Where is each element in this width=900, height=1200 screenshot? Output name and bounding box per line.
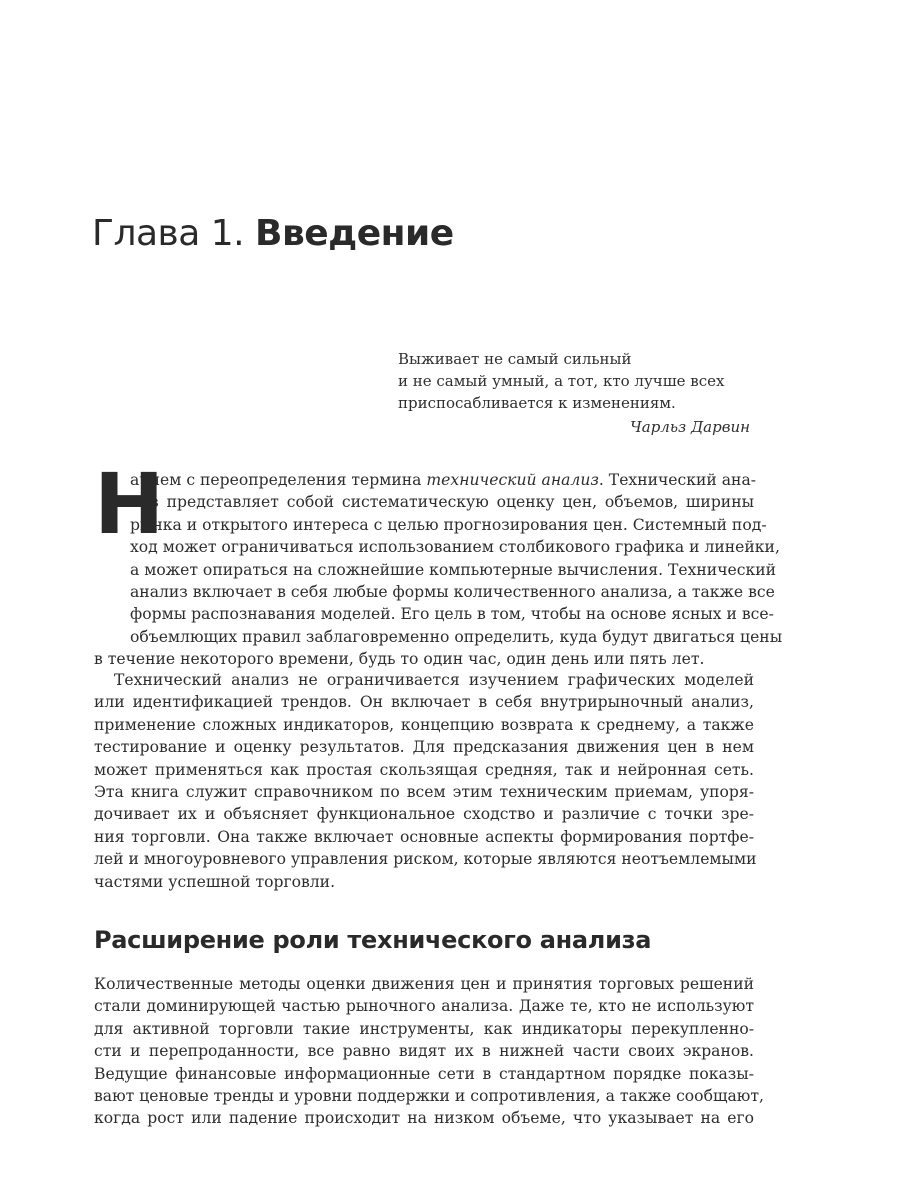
paragraph-line: в течение некоторого времени, будь то один час, один день или пять лет. bbox=[94, 650, 705, 669]
paragraph-line: лиз представляет собой систематическую оценку цен, объемов, ширины bbox=[130, 493, 754, 512]
section-heading: Расширение роли технического анализа bbox=[94, 926, 652, 954]
paragraph-line: лей и многоуровневого управления риском, которые являются неотъемлемыми bbox=[94, 850, 757, 869]
drop-cap: Н bbox=[94, 455, 165, 553]
epigraph-line: приспосабливается к изменениям. bbox=[398, 394, 676, 412]
paragraph-line: вают ценовые тренды и уровни поддержки и сопротивления, а также сообщают, bbox=[94, 1087, 764, 1106]
paragraph-line: Ведущие финансовые информационные сети в стандартном порядке показы- bbox=[94, 1064, 754, 1083]
paragraph-expansion bbox=[94, 973, 764, 1130]
chapter-number: Глава 1. bbox=[92, 213, 245, 254]
paragraph-line: Технический анализ не ограничивается изучением графических моделей bbox=[114, 671, 754, 689]
paragraph-scope bbox=[94, 669, 757, 893]
chapter-name: Введение bbox=[255, 213, 454, 254]
paragraph-line: частями успешной торговли. bbox=[94, 872, 336, 891]
paragraph-line: когда рост или падение происходит на низком объеме, что указывает на его bbox=[94, 1109, 754, 1128]
paragraph-line: анализ включает в себя любые формы количественного анализа, а также все bbox=[130, 583, 775, 602]
epigraph-author: Чарльз Дарвин bbox=[630, 418, 750, 436]
line-text: . Технический ана- bbox=[598, 471, 757, 489]
paragraph-line: Количественные методы оценки движения цен и принятия торговых решений bbox=[94, 975, 754, 993]
paragraph-line: стали доминирующей частью рыночного анализа. Даже те, кто не используют bbox=[94, 997, 754, 1016]
paragraph-line: формы распознавания моделей. Его цель в том, чтобы на основе ясных и все- bbox=[130, 605, 774, 624]
paragraph-line: применение сложных индикаторов, концепцию возврата к среднему, а также bbox=[94, 715, 754, 734]
paragraph-line: дочивает их и объясняет функциональное сходство и различие с точки зре- bbox=[94, 805, 754, 824]
paragraph-line: ния торговли. Она также включает основные аспекты формирования портфе- bbox=[94, 827, 754, 846]
epigraph-line: Выживает не самый сильный bbox=[398, 350, 632, 368]
paragraph-line: рынка и открытого интереса с целью прогнозирования цен. Системный под- bbox=[130, 515, 767, 534]
paragraph-intro bbox=[94, 455, 783, 671]
paragraph-line bbox=[94, 469, 757, 491]
paragraph-line: объемлющих правил заблаговременно определить, куда будут двигаться цены bbox=[130, 627, 783, 646]
paragraph-line: ход может ограничиваться использованием столбикового графика и линейки, bbox=[130, 538, 780, 557]
paragraph-line: Эта книга служит справочником по всем этим техническим приемам, упоря- bbox=[94, 783, 754, 802]
paragraph-line: тестирование и оценку результатов. Для предсказания движения цен в нем bbox=[94, 738, 754, 757]
paragraph-line: может применяться как простая скользящая средняя, так и нейронная сеть. bbox=[94, 760, 754, 779]
line-text: ачнем с переопределения термина bbox=[130, 471, 427, 489]
italic-term: технический анализ bbox=[426, 471, 599, 489]
epigraph-line: и не самый умный, а тот, кто лучше всех bbox=[398, 372, 725, 390]
paragraph-line: или идентификацией трендов. Он включает в себя внутрирыночный анализ, bbox=[94, 693, 754, 712]
epigraph bbox=[398, 348, 758, 438]
chapter-title bbox=[92, 208, 454, 260]
paragraph-line: а может опираться на сложнейшие компьютерные вычисления. Технический bbox=[130, 560, 776, 579]
paragraph-line: сти и перепроданности, все равно видят их в нижней части своих экранов. bbox=[94, 1042, 754, 1061]
paragraph-line: для активной торговли такие инструменты, как индикаторы перекупленно- bbox=[94, 1019, 754, 1038]
